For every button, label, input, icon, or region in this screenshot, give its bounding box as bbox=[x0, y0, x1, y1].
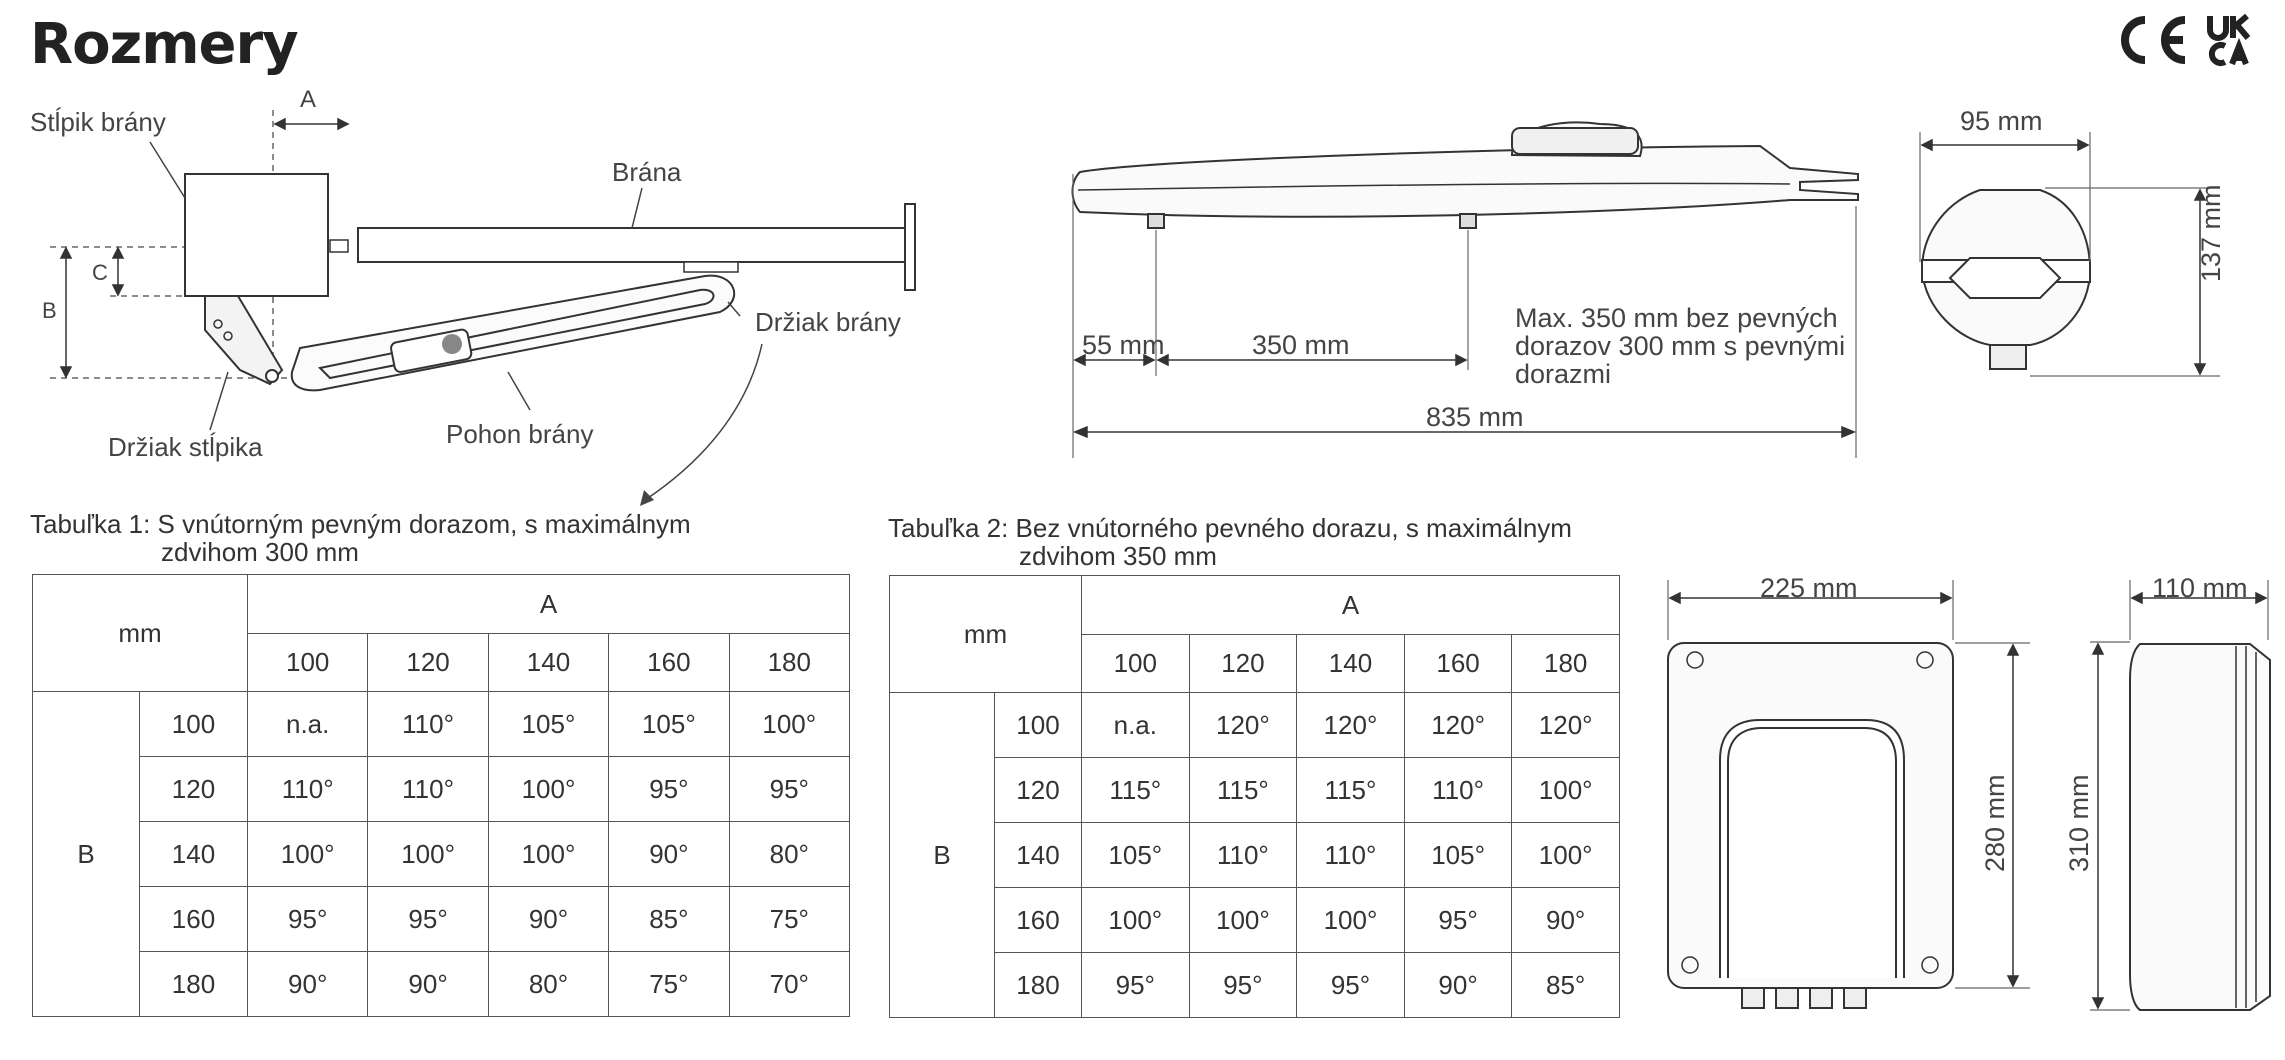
dim-835: 835 mm bbox=[1426, 402, 1524, 432]
table-cell: 105° bbox=[1082, 823, 1190, 888]
table-cell: 90° bbox=[368, 952, 488, 1017]
stroke-note-line2: dorazov 300 mm s pevnými bbox=[1515, 331, 1846, 361]
table-row bbox=[33, 692, 850, 757]
gate-bracket bbox=[684, 262, 738, 272]
table-row bbox=[33, 952, 850, 1017]
table1-caption-line2: zdvihom 300 mm bbox=[161, 537, 359, 567]
table-cell: 115° bbox=[1082, 758, 1190, 823]
post-label: Stĺpik brány bbox=[30, 107, 166, 137]
table1-corner: mm bbox=[33, 575, 248, 692]
table-cell: 95° bbox=[1082, 953, 1190, 1018]
table1-a-value: 120 bbox=[368, 634, 488, 692]
table-cell: 105° bbox=[609, 692, 729, 757]
table2-caption-line2: zdvihom 350 mm bbox=[1019, 541, 1217, 571]
table2-b-header: B bbox=[890, 693, 995, 1018]
table1-caption-line1: Tabuľka 1: S vnútorným pevným dorazom, s maximálnym bbox=[30, 509, 691, 539]
table2-a-value: 180 bbox=[1512, 635, 1620, 693]
table-cell: 95° bbox=[248, 887, 368, 952]
table1-a-value: 100 bbox=[248, 634, 368, 692]
table2-a-value: 100 bbox=[1082, 635, 1190, 693]
table-row bbox=[890, 823, 1620, 888]
dimension-c-label: C bbox=[92, 260, 108, 285]
table-cell: n.a. bbox=[1082, 693, 1190, 758]
table1-b-value: 100 bbox=[140, 692, 248, 757]
table-cell: 90° bbox=[1404, 953, 1512, 1018]
table-cell: 75° bbox=[729, 887, 849, 952]
dim-280: 280 mm bbox=[1980, 774, 2010, 872]
table-cell: 120° bbox=[1297, 693, 1405, 758]
stroke-note-line3: dorazmi bbox=[1515, 359, 1612, 389]
table1-b-value: 140 bbox=[140, 822, 248, 887]
table-cell: 70° bbox=[729, 952, 849, 1017]
table1-a-header: A bbox=[248, 575, 850, 634]
table1-b-value: 180 bbox=[140, 952, 248, 1017]
table-cell: 100° bbox=[488, 757, 608, 822]
table1-a-value: 160 bbox=[609, 634, 729, 692]
table-cell: 100° bbox=[1082, 888, 1190, 953]
table-row bbox=[33, 757, 850, 822]
stroke-note bbox=[1515, 304, 1845, 388]
table1-b-header: B bbox=[33, 692, 140, 1017]
table-cell: 120° bbox=[1189, 693, 1297, 758]
dim-225: 225 mm bbox=[1760, 573, 1858, 603]
table1-b-value: 120 bbox=[140, 757, 248, 822]
table-cell: 95° bbox=[1404, 888, 1512, 953]
table1-a-value: 180 bbox=[729, 634, 849, 692]
operator-arm bbox=[292, 276, 734, 391]
table-cell: 110° bbox=[1297, 823, 1405, 888]
table-cell: 110° bbox=[1189, 823, 1297, 888]
table-cell: 90° bbox=[488, 887, 608, 952]
table2-a-value: 120 bbox=[1189, 635, 1297, 693]
dim-310: 310 mm bbox=[2064, 774, 2094, 872]
table-cell: 100° bbox=[729, 692, 849, 757]
table-cell: 105° bbox=[1404, 823, 1512, 888]
table-cell: 95° bbox=[1297, 953, 1405, 1018]
table2-b-value: 160 bbox=[995, 888, 1082, 953]
table2-caption-line1: Tabuľka 2: Bez vnútorného pevného dorazu, s maximálnym bbox=[888, 513, 1572, 543]
table2-a-value: 160 bbox=[1404, 635, 1512, 693]
operator-end-view bbox=[1922, 190, 2090, 369]
table2-a-header: A bbox=[1082, 576, 1620, 635]
post-bracket-label: Držiak stĺpika bbox=[108, 432, 263, 462]
table2 bbox=[889, 575, 1620, 1018]
dimension-a-label: A bbox=[300, 86, 317, 113]
dim-55: 55 mm bbox=[1082, 330, 1165, 360]
table-cell: 100° bbox=[488, 822, 608, 887]
table-cell: 115° bbox=[1297, 758, 1405, 823]
table-cell: 100° bbox=[1512, 758, 1620, 823]
table-cell: 115° bbox=[1189, 758, 1297, 823]
table-cell: 110° bbox=[248, 757, 368, 822]
table2-b-value: 100 bbox=[995, 693, 1082, 758]
control-box-front bbox=[1668, 643, 1953, 1008]
table-cell: 90° bbox=[248, 952, 368, 1017]
table1 bbox=[32, 574, 850, 1017]
table2-a-value: 140 bbox=[1297, 635, 1405, 693]
table2-corner: mm bbox=[890, 576, 1082, 693]
gate-label: Brána bbox=[612, 157, 682, 187]
table2-b-value: 180 bbox=[995, 953, 1082, 1018]
table-cell: 85° bbox=[1512, 953, 1620, 1018]
table-cell: 80° bbox=[729, 822, 849, 887]
table-cell: 95° bbox=[1189, 953, 1297, 1018]
table-cell: 100° bbox=[248, 822, 368, 887]
gate-post bbox=[185, 174, 328, 296]
stroke-note-line1: Max. 350 mm bez pevných bbox=[1515, 303, 1838, 333]
table1-b-value: 160 bbox=[140, 887, 248, 952]
gate-bracket-label: Držiak brány bbox=[755, 307, 901, 337]
table-row bbox=[890, 953, 1620, 1018]
operator-label: Pohon brány bbox=[446, 419, 594, 449]
table-cell: 90° bbox=[609, 822, 729, 887]
table2-caption bbox=[888, 514, 1572, 570]
table-row bbox=[890, 888, 1620, 953]
table1-caption bbox=[30, 510, 691, 566]
table-cell: 95° bbox=[609, 757, 729, 822]
table-cell: 100° bbox=[1189, 888, 1297, 953]
dim-110: 110 mm bbox=[2152, 573, 2248, 603]
dim-350: 350 mm bbox=[1252, 330, 1350, 360]
dim-95: 95 mm bbox=[1960, 106, 2043, 136]
table1-a-value: 140 bbox=[488, 634, 608, 692]
table-cell: 110° bbox=[368, 757, 488, 822]
table-cell: 90° bbox=[1512, 888, 1620, 953]
operator-side-view bbox=[1073, 122, 1859, 228]
table-row bbox=[33, 887, 850, 952]
control-box-side bbox=[2130, 644, 2270, 1010]
table-cell: 75° bbox=[609, 952, 729, 1017]
table-row bbox=[890, 758, 1620, 823]
table-cell: 120° bbox=[1512, 693, 1620, 758]
table-cell: 95° bbox=[729, 757, 849, 822]
table-cell: 100° bbox=[368, 822, 488, 887]
dim-137: 137 mm bbox=[2196, 184, 2226, 282]
table-cell: 80° bbox=[488, 952, 608, 1017]
table-cell: 100° bbox=[1512, 823, 1620, 888]
table2-b-value: 120 bbox=[995, 758, 1082, 823]
dimension-b-label: B bbox=[42, 298, 57, 323]
table2-b-value: 140 bbox=[995, 823, 1082, 888]
table-row bbox=[890, 693, 1620, 758]
table-cell: 110° bbox=[368, 692, 488, 757]
page-title: Rozmery bbox=[30, 12, 298, 77]
gate-leaf bbox=[358, 228, 910, 262]
table-cell: 100° bbox=[1297, 888, 1405, 953]
table-cell: 120° bbox=[1404, 693, 1512, 758]
table-cell: 85° bbox=[609, 887, 729, 952]
table-row bbox=[33, 822, 850, 887]
table-cell: 110° bbox=[1404, 758, 1512, 823]
table-cell: 95° bbox=[368, 887, 488, 952]
table-cell: 105° bbox=[488, 692, 608, 757]
table-cell: n.a. bbox=[248, 692, 368, 757]
